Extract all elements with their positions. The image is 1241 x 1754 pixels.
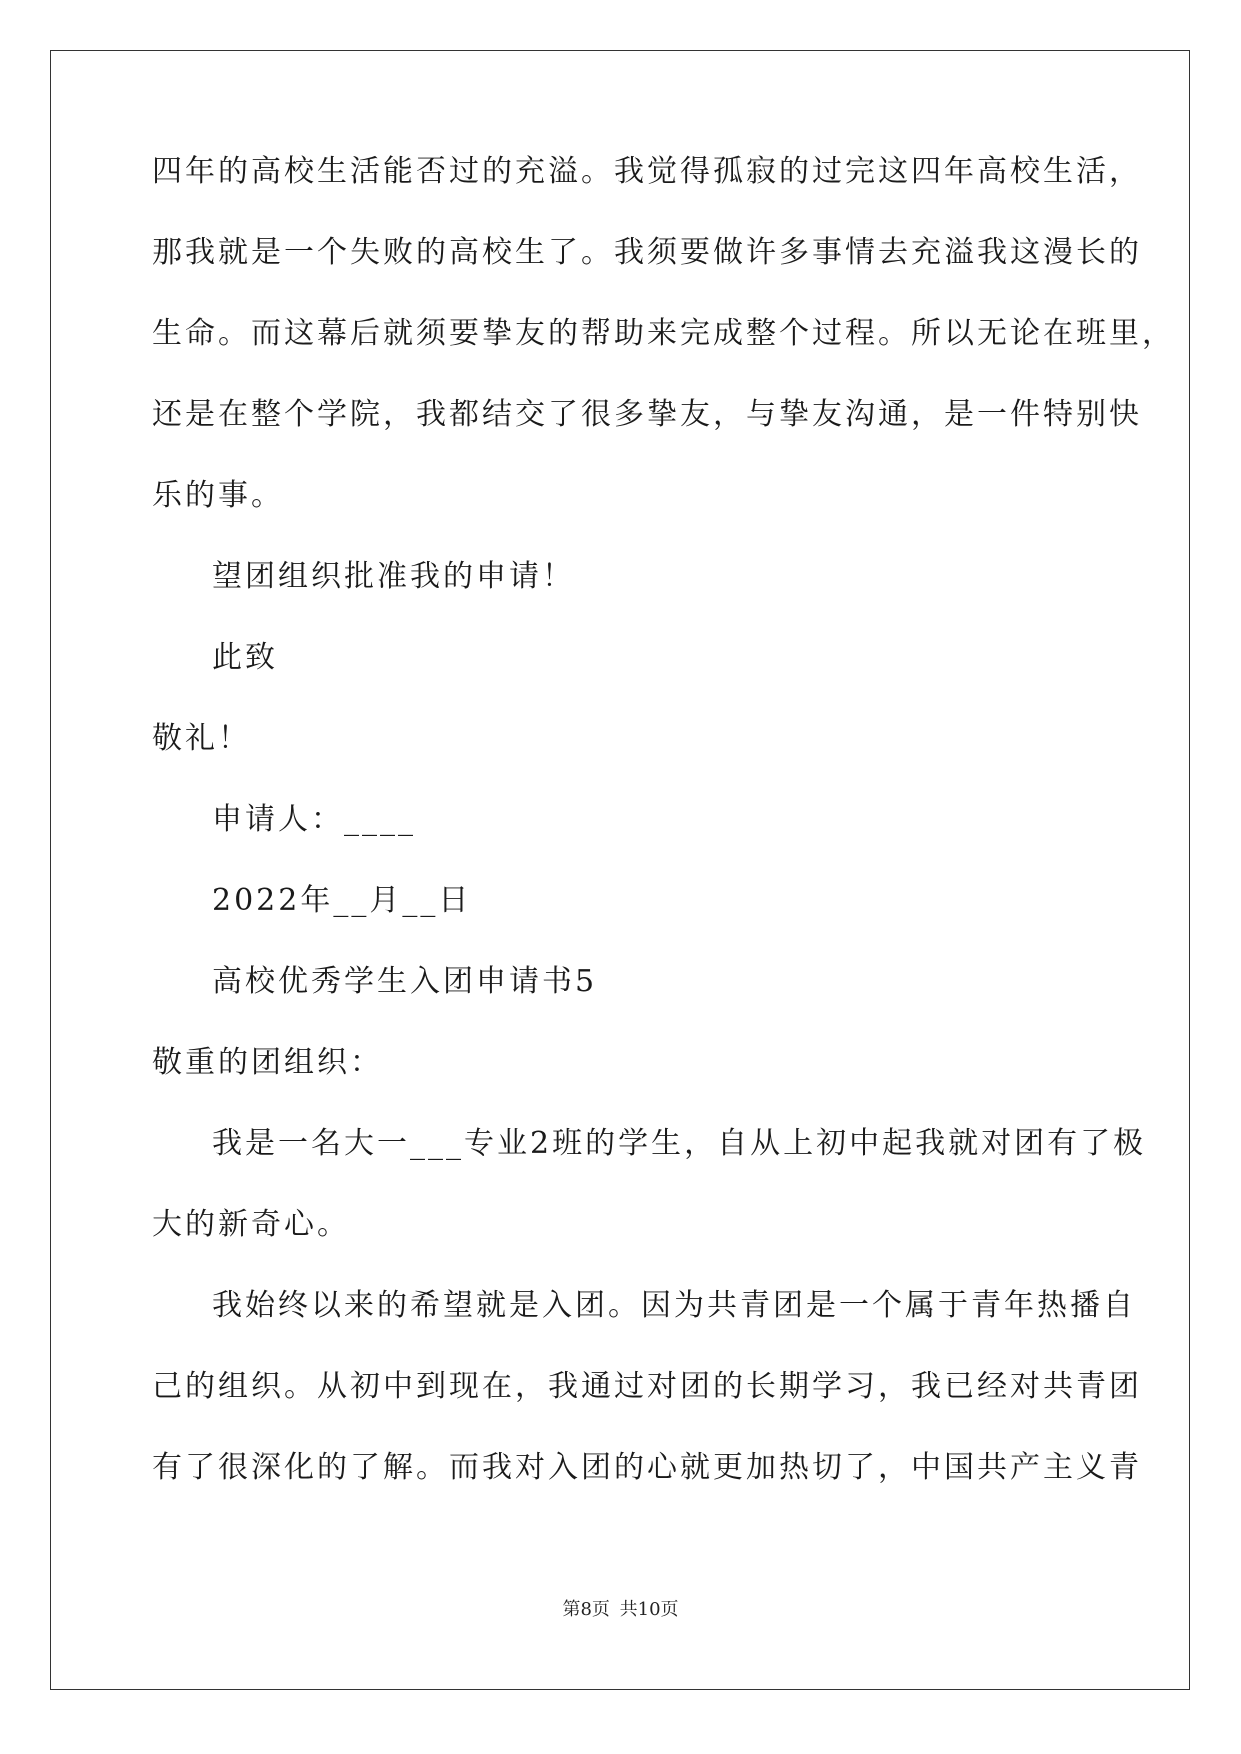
body-line-6: 我是一名大一___专业2班的学生，自从上初中起我就对团有了极 <box>212 1126 1147 1161</box>
body-line-8: 我始终以来的希望就是入团。因为共青团是一个属于青年热播自 <box>212 1288 1136 1323</box>
body-line-10: 有了很深化的了解。而我对入团的心就更加热切了，中国共产主义青 <box>152 1450 1142 1485</box>
salutation-cizhi: 此致 <box>212 640 278 675</box>
page-total: 共10页 <box>619 1599 679 1620</box>
body-line-3: 生命。而这幕后就须要挚友的帮助来完成整个过程。所以无论在班里， <box>152 316 1175 351</box>
body-line-2: 那我就是一个失败的高校生了。我须要做许多事情去充溢我这漫长的 <box>152 235 1142 270</box>
page-border <box>50 50 1190 1690</box>
greeting-line: 敬重的团组织： <box>152 1045 383 1080</box>
body-line-7: 大的新奇心。 <box>152 1207 350 1242</box>
section-title: 高校优秀学生入团申请书5 <box>212 964 598 999</box>
page-footer <box>0 1598 1241 1622</box>
body-line-1: 四年的高校生活能否过的充溢。我觉得孤寂的过完这四年高校生活， <box>152 154 1142 189</box>
date-line: 2022年__月__日 <box>212 883 472 918</box>
request-line: 望团组织批准我的申请！ <box>212 559 575 594</box>
page-number: 第8页 <box>562 1599 610 1620</box>
salutation-jingli: 敬礼！ <box>152 721 251 756</box>
applicant-line: 申请人：____ <box>212 802 416 837</box>
body-line-4: 还是在整个学院，我都结交了很多挚友，与挚友沟通，是一件特别快 <box>152 397 1142 432</box>
body-line-5: 乐的事。 <box>152 478 284 513</box>
body-line-9: 己的组织。从初中到现在，我通过对团的长期学习，我已经对共青团 <box>152 1369 1142 1404</box>
